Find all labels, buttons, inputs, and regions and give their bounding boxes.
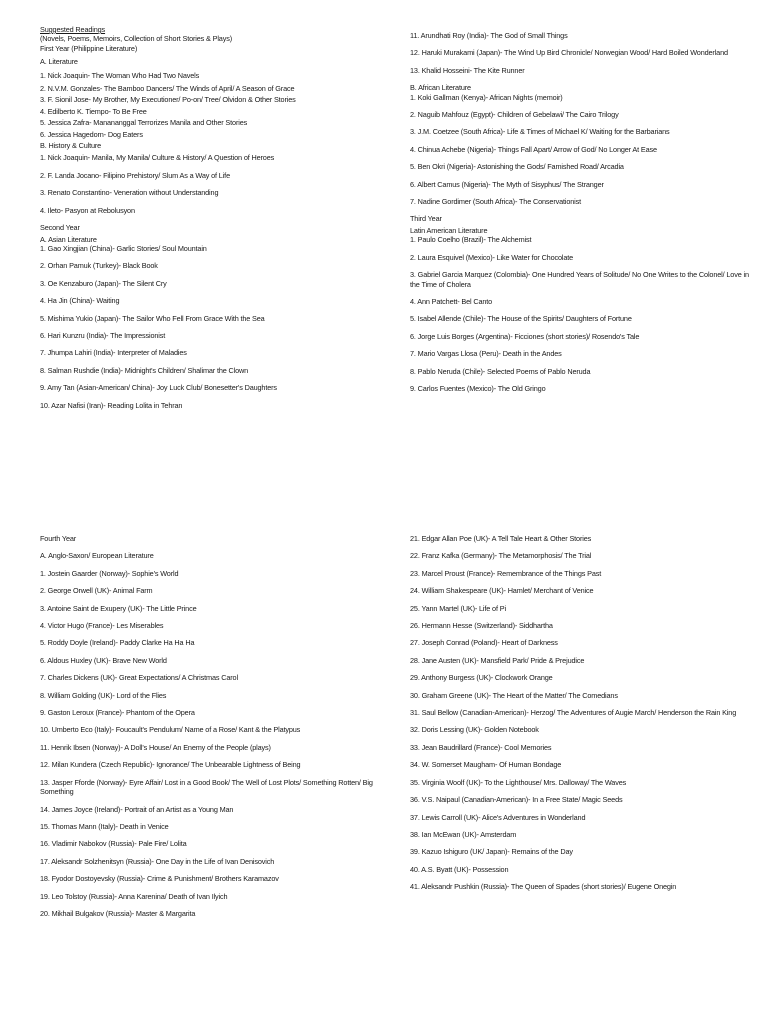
list-item: 11. Arundhati Roy (India)- The God of Small Things: [410, 31, 568, 40]
list-item: 17. Aleksandr Solzhenitsyn (Russia)- One Day in the Life of Ivan Denisovich: [40, 856, 275, 866]
list-item: 15. Thomas Mann (Italy)- Death in Venice: [40, 821, 169, 831]
list-item: 30. Graham Greene (UK)- The Heart of the Matter/ The Comedians: [410, 690, 618, 700]
list-item: 40. A.S. Byatt (UK)- Possession: [410, 864, 509, 874]
list-item: 12. Milan Kundera (Czech Republic)- Ignorance/ The Unbearable Lightness of Being: [40, 760, 301, 770]
list-item: 9. Gaston Leroux (France)- Phantom of the Opera: [40, 708, 195, 718]
list-item: 28. Jane Austen (UK)- Mansfield Park/ Pride & Prejudice: [410, 655, 585, 665]
list-item: 37. Lewis Carroll (UK)- Alice's Adventures in Wonderland: [410, 812, 586, 822]
list-item: 5. Isabel Allende (Chile)- The House of the Spirits/ Daughters of Fortune: [410, 314, 632, 324]
list-item: 26. Hermann Hesse (Switzerland)- Siddhartha: [410, 621, 553, 631]
list-item: 23. Marcel Proust (France)- Remembrance of the Things Past: [410, 568, 602, 578]
list-item: 2. George Orwell (UK)- Animal Farm: [40, 586, 153, 596]
list-item: 12. Haruki Murakami (Japan)- The Wind Up Bird Chronicle/ Norwegian Wood/ Hard Boiled Wonderland: [410, 48, 728, 58]
list-item: 24. William Shakespeare (UK)- Hamlet/ Merchant of Venice: [410, 586, 594, 596]
list-item: 20. Mikhail Bulgakov (Russia)- Master & Margarita: [40, 908, 196, 918]
list-item: 4. Chinua Achebe (Nigeria)- Things Fall Apart/ Arrow of God/ No Longer At Ease: [410, 144, 657, 154]
list-item: 2. Orhan Pamuk (Turkey)- Black Book: [40, 261, 158, 271]
list-item: 8. Salman Rushdie (India)- Midnight's Children/ Shalimar the Clown: [40, 365, 249, 375]
list-item: 3. Antoine Saint de Exupery (UK)- The Little Prince: [40, 603, 197, 613]
list-item: 16. Vladimir Nabokov (Russia)- Pale Fire/ Lolita: [40, 839, 187, 849]
list-item: 1. Nick Joaquin- Manila, My Manila/ Culture & History/ A Question of Heroes: [40, 153, 275, 163]
document-subtitle: (Novels, Poems, Memoirs, Collection of Short Stories & Plays): [40, 34, 232, 44]
list-item: 3. Gabriel Garcia Marquez (Colombia)- One Hundred Years of Solitude/ No One Writes to the Colonel/ Love in the Time of Cholera: [410, 270, 749, 289]
list-item: 41. Aleksandr Pushkin (Russia)- The Queen of Spades (short stories)/ Eugene Onegin: [410, 882, 677, 892]
list-item: 9. Carlos Fuentes (Mexico)- The Old Gringo: [410, 383, 546, 393]
list-item: 1. Nick Joaquin- The Woman Who Had Two Navels: [40, 70, 200, 80]
section-heading: Latin American Literature: [410, 225, 488, 235]
list-item: 5. Ben Okri (Nigeria)- Astonishing the Gods/ Famished Road/ Arcadia: [410, 162, 624, 172]
column-bottom-right: [410, 534, 755, 892]
list-item: 5. Jessica Zafra- Manananggal Terrorizes Manila and Other Stories: [40, 118, 248, 128]
list-item: 35. Virginia Woolf (UK)- To the Lighthouse/ Mrs. Dalloway/ The Waves: [410, 777, 627, 787]
list-item: 34. W. Somerset Maugham- Of Human Bondage: [410, 760, 562, 770]
list-item: 13. Khalid Hosseini- The Kite Runner: [410, 65, 525, 75]
list-item: 4. Ha Jin (China)- Waiting: [40, 296, 120, 306]
list-item: 2. Naguib Mahfouz (Egypt)- Children of Gebelawi/ The Cairo Trilogy: [410, 110, 619, 120]
section-heading: A. Anglo-Saxon/ European Literature: [40, 551, 154, 561]
document-title: Suggested Readings: [40, 25, 106, 34]
column-top-right: [410, 31, 755, 393]
column-top-left: [40, 25, 385, 410]
year-heading: First Year (Philippine Literature): [40, 43, 138, 53]
section-heading: B. African Literature: [410, 83, 471, 93]
list-item: 6. Jessica Hagedorn- Dog Eaters: [40, 129, 143, 139]
list-item: 2. F. Landa Jocano- Filipino Prehistory/ Slum As a Way of Life: [40, 170, 230, 180]
section-heading: A. Literature: [40, 57, 78, 67]
year-heading: Second Year: [40, 223, 80, 233]
list-item: 36. V.S. Naipaul (Canadian-American)- In a Free State/ Magic Seeds: [410, 795, 623, 805]
list-item: 3. Renato Constantino- Veneration without Understanding: [40, 188, 219, 198]
list-item: 39. Kazuo Ishiguro (UK/ Japan)- Remains of the Day: [410, 847, 573, 857]
list-item: 14. James Joyce (Ireland)- Portrait of an Artist as a Young Man: [40, 804, 234, 814]
list-item: 1. Koki Gallman (Kenya)- African Nights (memoir): [410, 92, 563, 102]
list-item: 11. Henrik Ibsen (Norway)- A Doll's House/ An Enemy of the People (plays): [40, 742, 271, 752]
list-item: 6. Aldous Huxley (UK)- Brave New World: [40, 655, 167, 665]
list-item: 22. Franz Kafka (Germany)- The Metamorphosis/ The Trial: [410, 551, 592, 561]
list-item: 38. Ian McEwan (UK)- Amsterdam: [410, 829, 517, 839]
list-item: 1. Gao Xingjian (China)- Garlic Stories/ Soul Mountain: [40, 243, 207, 253]
list-item: 7. Charles Dickens (UK)- Great Expectations/ A Christmas Carol: [40, 673, 238, 683]
list-item: 4. Ileto- Pasyon at Rebolusyon: [40, 205, 135, 215]
list-item: 13. Jasper Fforde (Norway)- Eyre Affair/ Lost in a Good Book/ The Well of Lost Plots/ Something Rotten/ Big Something: [40, 777, 373, 797]
year-heading: Third Year: [410, 214, 442, 224]
list-item: 31. Saul Bellow (Canadian-American)- Herzog/ The Adventures of Augie March/ Henderson the Rain King: [410, 708, 737, 718]
list-item: 2. Laura Esquivel (Mexico)- Like Water for Chocolate: [410, 252, 574, 262]
list-item: 27. Joseph Conrad (Poland)- Heart of Darkness: [410, 638, 558, 648]
list-item: 9. Amy Tan (Asian-American/ China)- Joy Luck Club/ Bonesetter's Daughters: [40, 383, 277, 393]
list-item: 6. Jorge Luis Borges (Argentina)- Ficciones (short stories)/ Rosendo's Tale: [410, 331, 640, 341]
list-item: 4. Edilberto K. Tiempo- To Be Free: [40, 106, 147, 116]
section-heading: A. Asian Literature: [40, 234, 97, 244]
list-item: 4. Ann Patchett- Bel Canto: [410, 296, 493, 306]
list-item: 3. Oe Kenzaburo (Japan)- The Silent Cry: [40, 278, 167, 288]
list-item: 7. Nadine Gordimer (South Africa)- The Conservationist: [410, 197, 582, 207]
list-item: 3. F. Sionil Jose- My Brother, My Executioner/ Po-on/ Tree/ Olvidon & Other Stories: [40, 95, 296, 105]
list-item: 2. N.V.M. Gonzales- The Bamboo Dancers/ The Winds of April/ A Season of Grace: [40, 84, 295, 94]
list-item: 8. William Golding (UK)- Lord of the Flies: [40, 690, 167, 700]
list-item: 21. Edgar Allan Poe (UK)- A Tell Tale Heart & Other Stories: [410, 534, 592, 543]
list-item: 32. Doris Lessing (UK)- Golden Notebook: [410, 725, 539, 735]
column-bottom-left: [40, 534, 385, 918]
list-item: 19. Leo Tolstoy (Russia)- Anna Karenina/ Death of Ivan Ilyich: [40, 891, 228, 901]
list-item: 5. Roddy Doyle (Ireland)- Paddy Clarke Ha Ha Ha: [40, 638, 195, 648]
list-item: 4. Victor Hugo (France)- Les Miserables: [40, 621, 164, 631]
list-item: 1. Jostein Gaarder (Norway)- Sophie's World: [40, 568, 179, 578]
list-item: 3. J.M. Coetzee (South Africa)- Life & Times of Michael K/ Waiting for the Barbarians: [410, 127, 670, 137]
list-item: 18. Fyodor Dostoyevsky (Russia)- Crime & Punishment/ Brothers Karamazov: [40, 874, 279, 884]
list-item: 7. Jhumpa Lahiri (India)- Interpreter of Maladies: [40, 348, 187, 358]
list-item: 6. Albert Camus (Nigeria)- The Myth of Sisyphus/ The Stranger: [410, 179, 604, 189]
list-item: 10. Azar Nafisi (Iran)- Reading Lolita in Tehran: [40, 400, 183, 410]
list-item: 5. Mishima Yukio (Japan)- The Sailor Who Fell From Grace With the Sea: [40, 313, 265, 323]
list-item: 8. Pablo Neruda (Chile)- Selected Poems of Pablo Neruda: [410, 366, 591, 376]
list-item: 6. Hari Kunzru (India)- The Impressionist: [40, 330, 166, 340]
list-item: 29. Anthony Burgess (UK)- Clockwork Orange: [410, 673, 553, 683]
list-item: 33. Jean Baudrillard (France)- Cool Memories: [410, 742, 552, 752]
list-item: 25. Yann Martel (UK)- Life of Pi: [410, 603, 506, 613]
list-item: 10. Umberto Eco (Italy)- Foucault's Pendulum/ Name of a Rose/ Kant & the Platypus: [40, 725, 301, 735]
year-heading: Fourth Year: [40, 534, 77, 543]
section-heading: B. History & Culture: [40, 141, 102, 151]
list-item: 7. Mario Vargas Llosa (Peru)- Death in the Andes: [410, 349, 562, 359]
list-item: 1. Paulo Coelho (Brazil)- The Alchemist: [410, 235, 532, 245]
